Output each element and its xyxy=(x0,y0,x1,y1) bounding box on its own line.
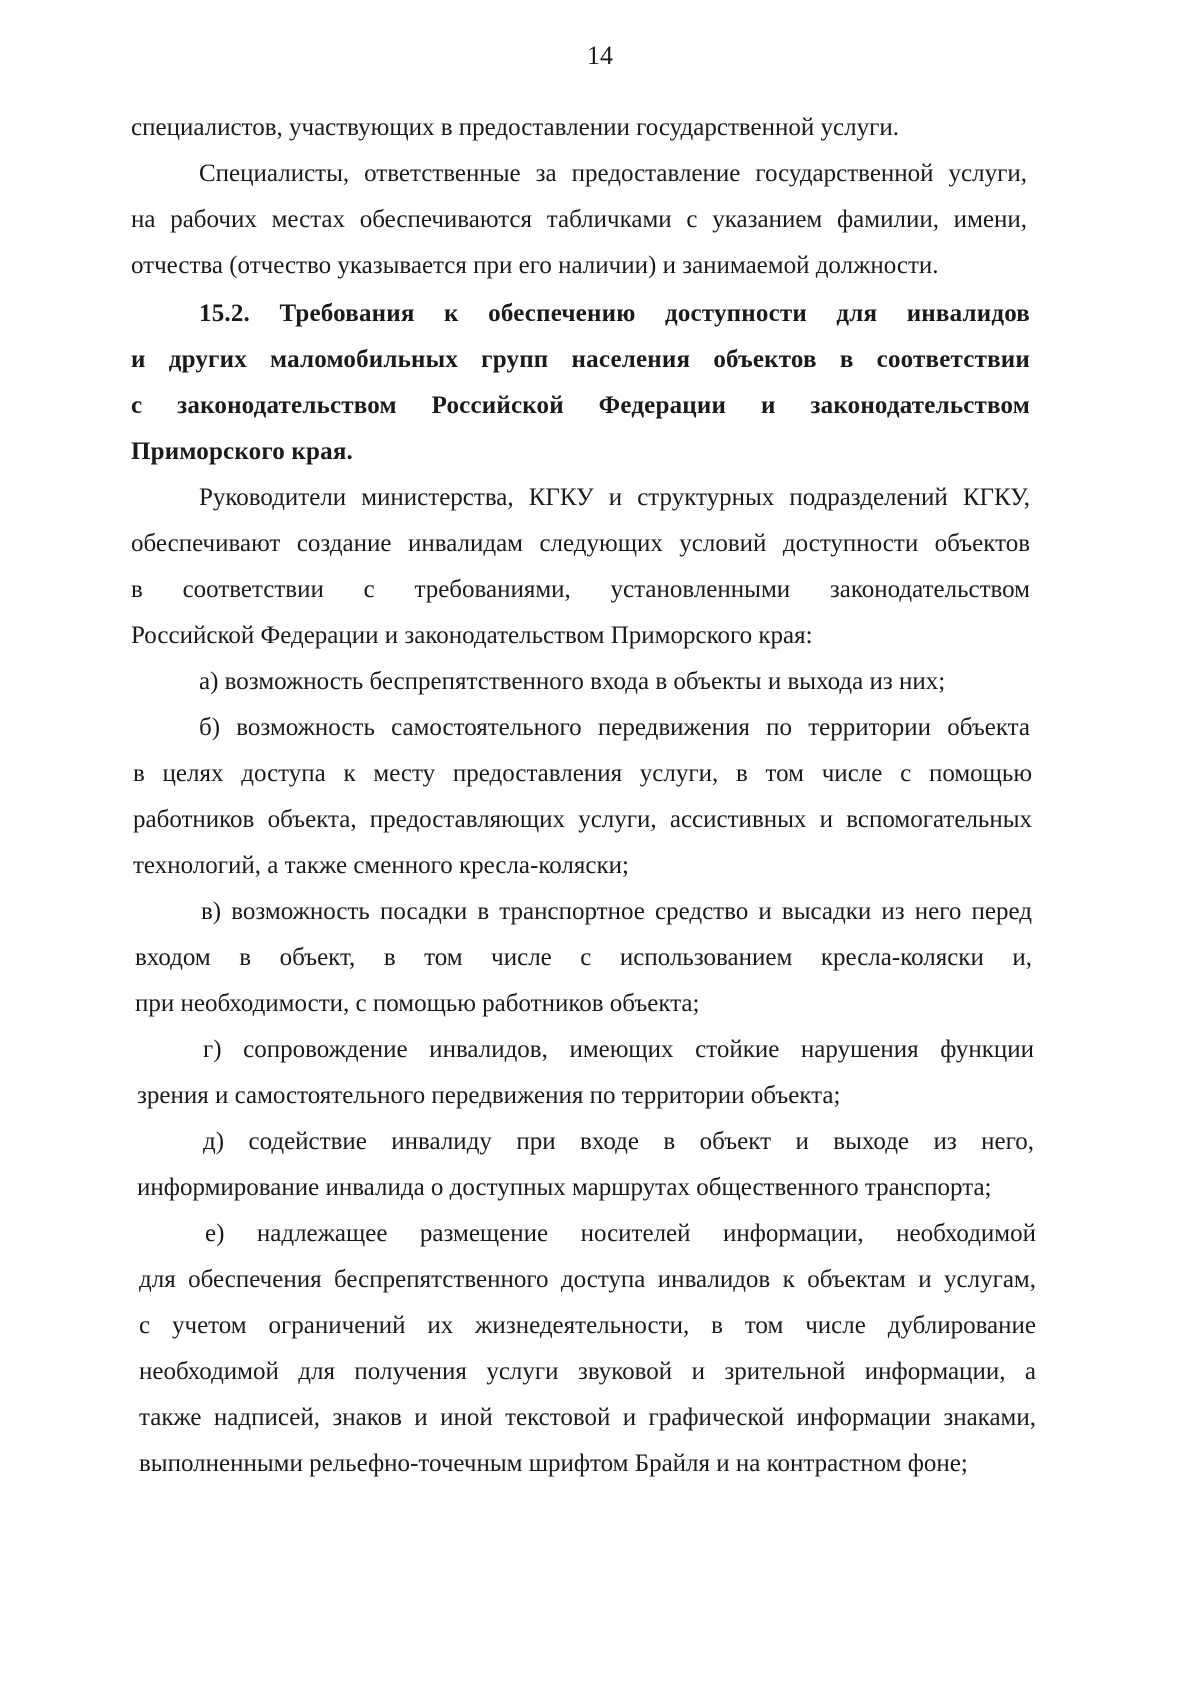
text-line: с учетом ограничений их жизнедеятельности, в том числе дублирование xyxy=(139,1312,1036,1339)
text-line: для обеспечения беспрепятственного доступа инвалидов к объектам и услугам, xyxy=(139,1266,1036,1293)
section-heading-line: и других маломобильных групп населения объектов в соответствии xyxy=(131,346,1030,373)
text-line: Российской Федерации и законодательством Приморского края: xyxy=(131,622,813,649)
list-item-a: а) возможность беспрепятственного входа в объекты и выхода из них; xyxy=(199,668,946,695)
text-line: на рабочих местах обеспечиваются табличками с указанием фамилии, имени, xyxy=(131,206,1027,233)
text-line: в соответствии с требованиями, установленными законодательством xyxy=(131,576,1030,603)
page-number: 14 xyxy=(587,41,613,70)
text-line: также надписей, знаков и иной текстовой и графической информации знаками, xyxy=(139,1404,1036,1431)
text-line: входом в объект, в том числе с использованием кресла-коляски и, xyxy=(135,944,1032,971)
text-line: необходимой для получения услуги звуковой и зрительной информации, а xyxy=(139,1358,1036,1385)
list-item-v: в) возможность посадки в транспортное средство и высадки из него перед xyxy=(201,898,1032,925)
text-line: технологий, а также сменного кресла-коляски; xyxy=(133,852,629,879)
text-line: информирование инвалида о доступных маршрутах общественного транспорта; xyxy=(137,1174,992,1201)
text-line: Специалисты, ответственные за предоставление государственной услуги, xyxy=(199,160,1027,187)
text-line: специалистов, участвующих в предоставлении государственной услуги. xyxy=(131,114,899,141)
text-line: работников объекта, предоставляющих услуги, ассистивных и вспомогательных xyxy=(133,806,1032,833)
list-item-b: б) возможность самостоятельного передвижения по территории объекта xyxy=(199,714,1030,741)
text-line: Руководители министерства, КГКУ и структурных подразделений КГКУ, xyxy=(199,484,1030,511)
list-item-e: е) надлежащее размещение носителей информации, необходимой xyxy=(205,1220,1036,1247)
text-line: при необходимости, с помощью работников объекта; xyxy=(135,990,700,1017)
text-line: обеспечивают создание инвалидам следующих условий доступности объектов xyxy=(131,530,1030,557)
list-item-d: д) содействие инвалиду при входе в объект и выходе из него, xyxy=(203,1128,1034,1155)
text-line: выполненными рельефно-точечным шрифтом Брайля и на контрастном фоне; xyxy=(139,1450,968,1477)
section-heading-line: 15.2. Требования к обеспечению доступности для инвалидов xyxy=(199,300,1030,327)
section-heading-line: с законодательством Российской Федерации и законодательством xyxy=(131,392,1030,419)
text-line: зрения и самостоятельного передвижения по территории объекта; xyxy=(137,1082,841,1109)
text-line: в целях доступа к месту предоставления услуги, в том числе с помощью xyxy=(133,760,1032,787)
section-heading-line: Приморского края. xyxy=(131,438,353,465)
text-line: отчества (отчество указывается при его наличии) и занимаемой должности. xyxy=(131,252,939,279)
list-item-g: г) сопровождение инвалидов, имеющих стойкие нарушения функции xyxy=(203,1036,1034,1063)
